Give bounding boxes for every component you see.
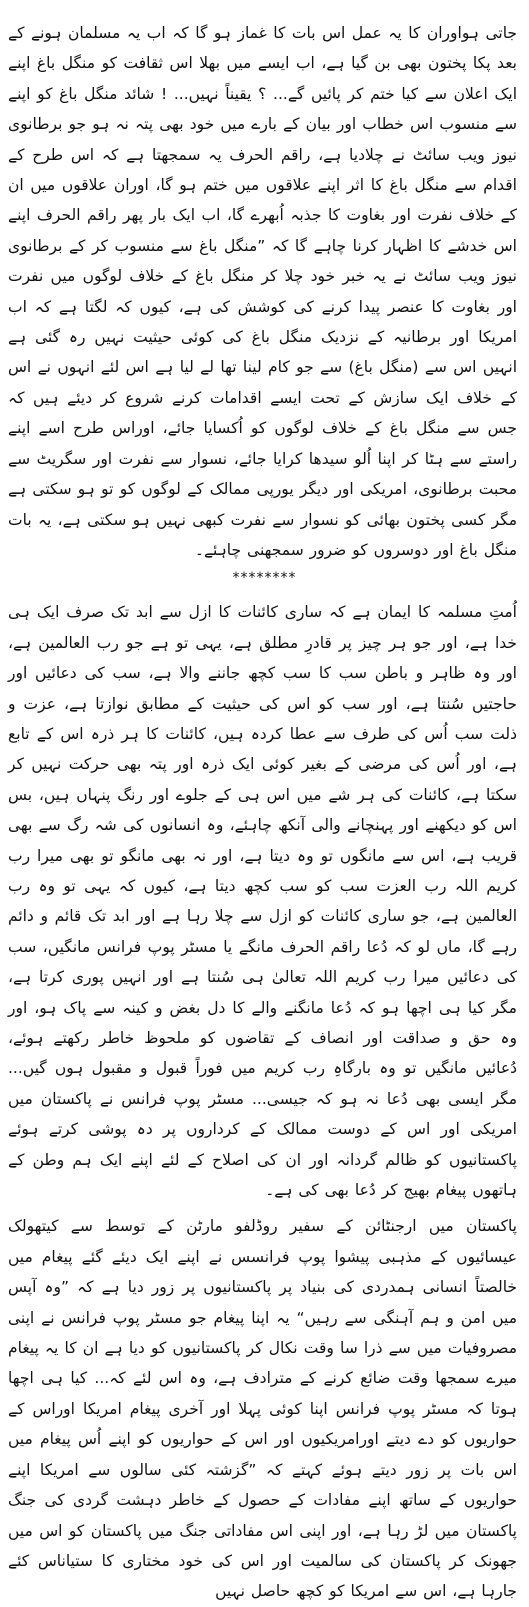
article-page <box>0 18 529 1607</box>
section-separator: ******** <box>232 570 297 587</box>
article-paragraph-2: اُمتِ مسلمہ کا ایمان ہے کہ ساری کائنات کا ازل سے ابد تک صرف ایک ہی خدا ہے، اور جو ہر چیز پر قادرِ مطلق ہے، یہی تو ہے جو رب العالمین ہے، اور وہ ظاہر و باطن سب کا سب کچھ جاننے والا ہے، سب کی دعائیں اور حاجتیں سُنتا ہے، اور سب کو اس کی حیثیت کے مطابق نوازتا ہے، عزت و ذلت سب اُس کی طرف سے عطا کردہ ہیں، کائنات کا ہر ذرہ اس کے تابع ہے، اور اُس کی مرضی کے بغیر کوئی ایک ذرہ اور پتہ بھی حرکت نہیں کر سکتا ہے، کائنات کی ہر شے میں اس ہی کے جلوے اور رنگ پنہاں ہیں، بس اس کو دیکھنے اور پہنچانے والی آنکھ چاہئے، وہ انسانوں کی شہ رگ سے بھی قریب ہے، اس سے مانگوں تو وہ دیتا ہے، اور نہ بھی مانگو تو بھی میرا رب کریم اللہ رب العزت سب کو سب کچھ دیتا ہے، کیوں کہ یہی تو وہ رب العالمین ہے، جو ساری کائنات کو ازل سے چلا رہا ہے اور ابد تک قائم و دائم رہے گا، ماں لو کہ دُعا راقم الحرف مانگے یا مسٹر پوپ فرانس مانگیں، سب کی دعائیں میرا رب کریم اللہ تعالیٰ ہی سُنتا ہے اور انہیں پوری کرتا ہے، مگر کیا ہی اچھا ہو کہ دُعا مانگنے والے کا دل بغض و کینہ سے پاک ہو، اور وہ حق و صداقت اور انصاف کے تقاضوں کو ملحوظ خاطر رکھتے ہوئے، دُعائیں مانگیں تو وہ بارگاہِ رب کریم میں فوراً قبول و مقبول ہوں گیں... مگر ایسی بھی دُعا نہ ہو کہ جیسی... مسٹر پوپ فرانس نے پاکستان میں امریکی اور اس کے دوست ممالک کے کرداروں پر دہ پوشی کرتے ہوئے پاکستانیوں کو ظالم گردانہ اور ان کی اصلاح کے لئے اپنے ایک ہم وطن کے ہاتھوں پیغام بھیج کر دُعا بھی کی ہے۔ <box>8 603 517 1200</box>
article-paragraph-1: جاتی ہواوران کا یہ عمل اس بات کا غماز ہو گا کہ اب یہ مسلمان ہونے کے بعد پکا پختون بھی بن گیا ہے، اب ایسے میں بھلا اس ثقافت کو منگل باغ اپنے ایک اعلان سے کیا ختم کر پائیں گے... ؟ یقیناً نہیں... ! شائد منگل باغ کو اپنے سے منسوب اس خطاب اور بیان کے بارے میں خود بھی پتہ نہ ہو جو برطانوی نیوز ویب سائٹ نے چلادیا ہے، راقم الحرف یہ سمجھتا ہے کہ اس طرح کے اقدام سے منگل باغ کا اثر اپنے علاقوں میں ختم ہو گا، اوران علاقوں میں ان کے خلاف نفرت اور بغاوت کا جذبہ اُبھرے گا، اب ایک بار پھر راقم الحرف اپنے اس خدشے کا اظہار کرنا چاہے گا کہ ”منگل باغ سے منسوب کر کے برطانوی نیوز ویب سائٹ نے یہ خبر خود چلا کر منگل باغ کے خلاف لوگوں میں نفرت اور بغاوت کا عنصر پیدا کرنے کی کوشش کی ہے، کیوں کہ لگتا ہے کہ اب امریکا اور برطانیہ کے نزدیک منگل باغ کی کوئی حیثیت نہیں رہ گئی ہے انہیں اس سے (منگل باغ) سے جو کام لینا تھا لے لیا ہے اس لئے انہوں نے اس کے خلاف ایک سازش کے تحت ایسے اقدامات کرنے شروع کر دیئے ہیں کہ جس سے منگل باغ کے خلاف لوگوں کو اُکسایا جائے، اوراس طرح اسے اپنے راستے سے ہٹا کر اپنا اُلو سیدھا کرایا جائے، نسوار سے نفرت اور سگریٹ سے محبت برطانوی، امریکی اور دیگر یورپی ممالک کے لوگوں کو تو ہو سکتی ہے مگر کسی پختون بھائی کو نسوار سے نفرت کبھی نہیں ہو سکتی ہے، یہ بات منگل باغ اور دوسروں کو ضرور سمجھنی چاہئے۔ <box>8 24 517 559</box>
article-paragraph-3: پاکستان میں ارجنٹائن کے سفیر روڈلفو مارٹن کے توسط سے کیتھولک عیسائیوں کے مذہبی پیشوا پوپ فرانسس نے اپنے ایک دیئے گئے پیغام میں خالصتاً انسانی ہمدردی کی بنیاد پر پاکستانیوں پر زور دیا ہے کہ ”وہ آپس میں امن و ہم آہنگی سے رہیں“ یہ اپنا پیغام جو مسٹر پوپ فرانس نے اپنی مصروفیات میں سے ذرا سا وقت نکال کر پاکستانیوں کو دیا ہے ان کا یہ پیغام میرے سمجھا وقت ضائع کرنے کے مترادف ہے، وہ اس لئے کہ... کیا ہی اچھا ہوتا کہ مسٹر پوپ فرانس اپنا کوئی پہلا اور آخری پیغام امریکا اوراس کے حواریوں کو دے دیتے اورامریکیوں اور اس کے حواریوں کو اپنے اُس پیغام میں اس بات پر زور دیتے ہوئے کہتے کہ ”گزشتہ کئی سالوں سے امریکا اپنے حواریوں کے ساتھ اپنے مفادات کے حصول کے خاطر دہشت گردی کی جنگ پاکستان میں لڑ رہا ہے، اور اپنی اس مفاداتی جنگ میں پاکستان کو اس میں جھونک کر پاکستان کی سالمیت اور اس کی خود مختاری کا ستیاناس کئے جارہا ہے، اس سے امریکا کو کچھ حاصل نہیں <box>8 1217 517 1601</box>
